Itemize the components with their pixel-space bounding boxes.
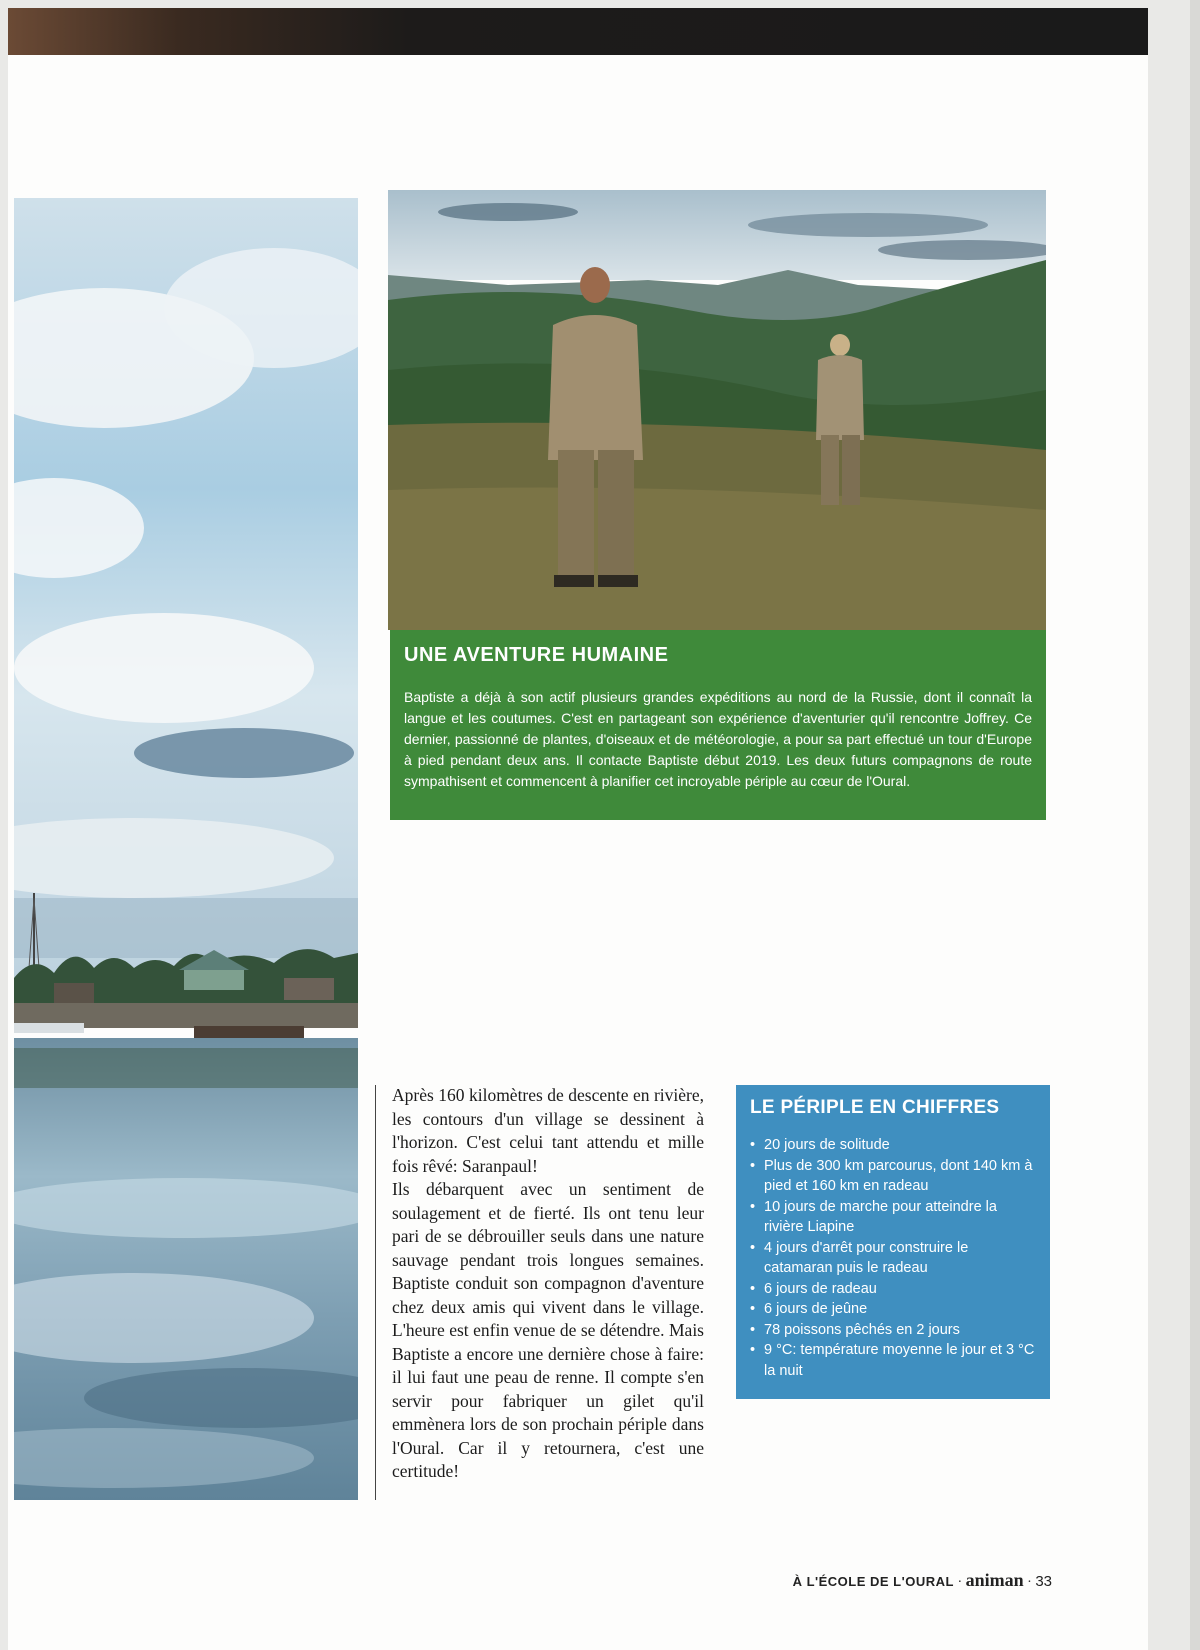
- footer-separator: ·: [1027, 1575, 1032, 1590]
- article-text: [392, 1084, 704, 1484]
- stats-item: • 6 jours de radeau: [750, 1279, 1036, 1300]
- village-lake-photo: [14, 198, 358, 1500]
- stats-item: • 9 °C: température moyenne le jour et 3 °C la nuit: [750, 1340, 1036, 1381]
- article-paragraph: Ils débarquent avec un sentiment de soulagement et de fierté. Ils ont tenu leur pari de se débrouiller seuls dans une nature sauvage pendant trois longues semaines. Baptiste conduit son compagnon d'aventure chez deux amis qui vivent dans le village. L'heure est enfin venue de se détendre. Mais Baptiste a encore une dernière chose à faire: il lui faut une peau de renne. Il compte s'en servir pour fabriquer un gilet qu'il emmènera lors de son prochain périple dans l'Oural. Car il y retournera, c'est une certitude!: [392, 1179, 704, 1481]
- page-footer: [793, 1570, 1052, 1591]
- footer-separator: ·: [957, 1575, 963, 1590]
- stats-item: • 4 jours d'arrêt pour construire le catamaran puis le radeau: [750, 1238, 1036, 1279]
- hikers-photo: [388, 190, 1046, 630]
- stats-item: • Plus de 300 km parcourus, dont 140 km à pied et 160 km en radeau: [750, 1156, 1036, 1197]
- footer-brand: animan: [965, 1570, 1024, 1590]
- adventure-box: [390, 630, 1046, 820]
- scan-right-edge: [1190, 0, 1200, 1650]
- column-rule: [375, 1085, 376, 1500]
- stats-list: [750, 1135, 1036, 1381]
- article-paragraph: Après 160 kilomètres de descente en rivière, les contours d'un village se dessinent à l'horizon. C'est celui tant attendu et mille fois rêvé: Saranpaul!: [392, 1085, 704, 1176]
- page-number: 33: [1035, 1573, 1052, 1590]
- stats-item: • 78 poissons pêchés en 2 jours: [750, 1320, 1036, 1341]
- stats-item: • 20 jours de solitude: [750, 1135, 1036, 1156]
- footer-section: À L'ÉCOLE DE L'OURAL: [792, 1574, 954, 1589]
- stats-title: LE PÉRIPLE EN CHIFFRES: [750, 1097, 1000, 1118]
- stats-box: [736, 1085, 1050, 1399]
- stats-item: • 6 jours de jeûne: [750, 1299, 1036, 1320]
- stats-item: • 10 jours de marche pour atteindre la rivière Liapine: [750, 1197, 1036, 1238]
- adventure-text: Baptiste a déjà à son actif plusieurs grandes expéditions au nord de la Russie, dont il connaît la langue et les coutumes. C'est en partageant son expérience d'aventurier qu'il rencontre Joffrey. Ce dernier, passionné de plantes, d'oiseaux et de météorologie, a pour sa part effectué un tour d'Europe à pied pendant deux ans. Il contacte Baptiste début 2019. Les deux futurs compagnons de route sympathisent et commencent à planifier cet incroyable périple au cœur de l'Oural.: [404, 689, 1032, 789]
- adventure-title: UNE AVENTURE HUMAINE: [404, 644, 669, 666]
